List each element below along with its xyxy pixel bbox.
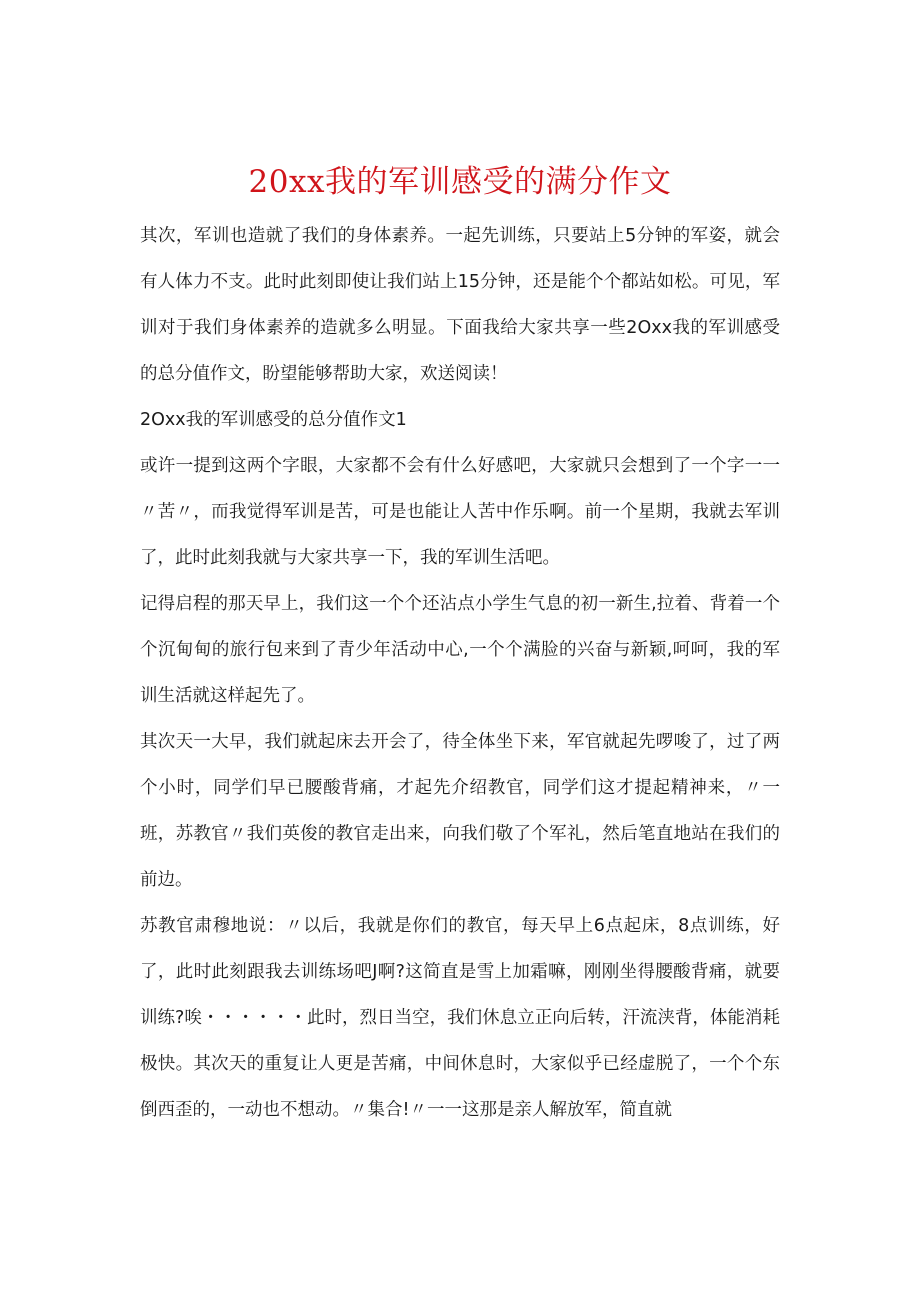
paragraph: 苏教官肃穆地说：〃以后，我就是你们的教官，每天早上6点起床，8点训练，好了，此时此刻跟我去训练场吧J啊?这简直是雪上加霜嘛，刚刚坐得腰酸背痛，就要训练?唉・・・・・・此时，烈日当空，我们休息立正向后转，汗流浃背，体能消耗极快。其次天的重复让人更是苦痛，中间休息时，大家似乎已经虚脱了，一个个东倒西歪的，一动也不想动。〃集合!〃一一这那是亲人解放军，简直就 — [140, 916, 780, 1120]
paragraph: 记得启程的那天早上，我们这一个个还沾点小学生气息的初一新生,拉着、背着一个个沉甸甸的旅行包来到了青少年活动中心,一个个满脸的兴奋与新颖,呵呵，我的军训生活就这样起先了。 — [140, 594, 780, 706]
paragraph-intro: 其次，军训也造就了我们的身体素养。一起先训练，只要站上5分钟的军姿，就会有人体力不支。此时此刻即使让我们站上15分钟，还是能个个都站如松。可见，军训对于我们身体素养的造就多么明显。下面我给大家共享一些2Oxx我的军训感受的总分值作文，盼望能够帮助大家，欢送阅读！ — [140, 226, 780, 384]
paragraph: 其次天一大早，我们就起床去开会了，待全体坐下来，军官就起先啰唆了，过了两个小时，同学们早已腰酸背痛，才起先介绍教官，同学们这才提起精神来，〃一班，苏教官〃我们英俊的教官走出来，向我们敬了个军礼，然后笔直地站在我们的前边。 — [140, 732, 780, 890]
paragraph: 或许一提到这两个字眼，大家都不会有什么好感吧，大家就只会想到了一个字一一〃苦〃，而我觉得军训是苦，可是也能让人苦中作乐啊。前一个星期，我就去军训了，此时此刻我就与大家共享一下，我的军训生活吧。 — [140, 456, 780, 568]
section-heading: 2Oxx我的军训感受的总分值作文1 — [140, 410, 407, 430]
page-title: 20xx我的军训感受的满分作文 — [248, 163, 672, 200]
document-body — [140, 213, 780, 1133]
